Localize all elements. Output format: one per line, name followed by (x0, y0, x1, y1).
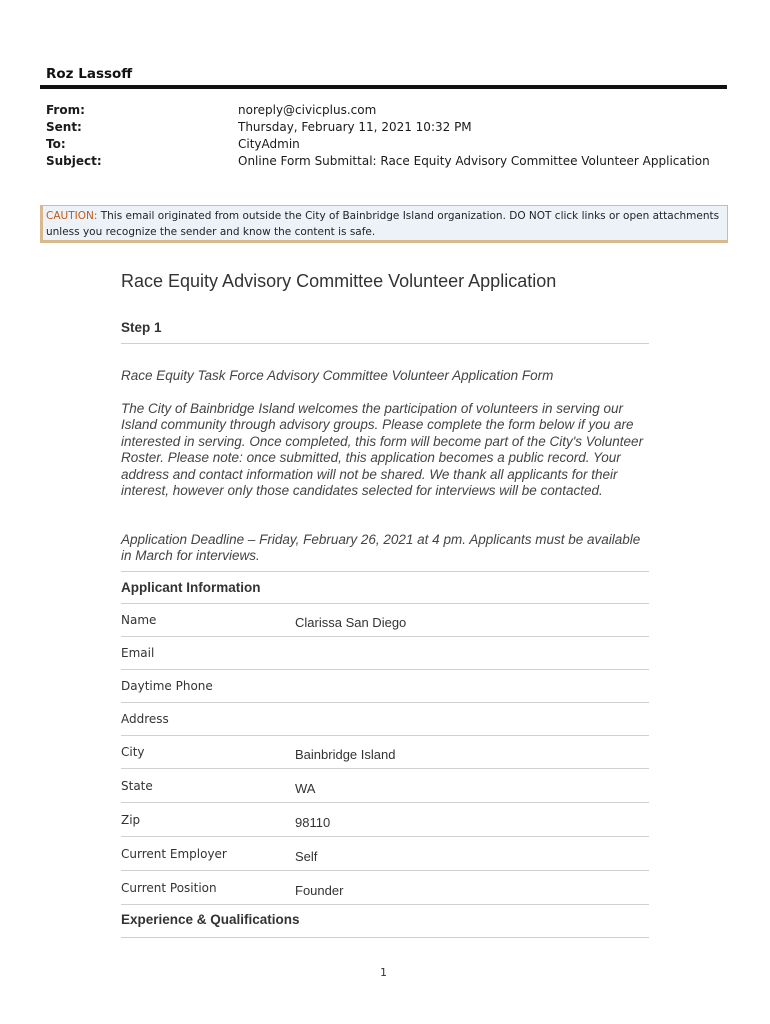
header-sent-label: Sent: (46, 120, 82, 134)
sender-name: Roz Lassoff (46, 66, 133, 82)
step-divider (121, 343, 649, 344)
header-subject (46, 153, 726, 170)
form-title: Race Equity Advisory Committee Volunteer Application (121, 271, 557, 291)
header-divider (40, 85, 727, 89)
field-daytime-phone (121, 670, 649, 703)
applicant-heading: Applicant Information (121, 580, 261, 595)
field-divider (121, 768, 649, 769)
field-label: Current Position (121, 881, 217, 895)
header-from-label: From: (46, 103, 85, 117)
field-name (121, 604, 649, 637)
form-deadline: Application Deadline – Friday, February 26, 2021 at 4 pm. Applicants must be available in March for interviews. (121, 532, 641, 564)
header-subject-value: Online Form Submittal: Race Equity Advisory Committee Volunteer Application (238, 154, 710, 168)
field-value: WA (295, 781, 316, 796)
form-intro: The City of Bainbridge Island welcomes the participation of volunteers in serving our Island community through advisory groups. Please complete the form below if you are interested in serving. Once completed, this form will become part of the City's Volunteer Roster. Please note: once submitted, this application becomes a public record. Your address and contact information will not be shared. We thank all applicants for their interest, however only those candidates selected for interviews will be contacted. (121, 401, 644, 499)
caution-banner (40, 205, 728, 243)
field-label: Email (121, 646, 155, 660)
applicant-divider-top (121, 571, 649, 572)
field-value: Self (295, 849, 318, 864)
field-label: Zip (121, 813, 141, 827)
field-current-position (121, 872, 649, 905)
field-divider (121, 870, 649, 871)
header-sent-value: Thursday, February 11, 2021 10:32 PM (238, 120, 472, 134)
experience-divider (121, 937, 649, 938)
field-current-employer (121, 838, 649, 871)
field-value: Clarissa San Diego (295, 615, 407, 630)
caution-label: CAUTION: (46, 210, 98, 222)
header-to-value: CityAdmin (238, 137, 300, 151)
header-sent (46, 119, 726, 136)
caution-text-1: This email originated from outside the City of Bainbridge Island organization. DO NOT click links or open attachments (97, 210, 720, 222)
header-to (46, 136, 726, 153)
header-from-value: noreply@civicplus.com (238, 103, 377, 117)
field-label: Daytime Phone (121, 679, 213, 693)
step-label: Step 1 (121, 320, 162, 335)
field-divider (121, 904, 649, 905)
field-label: Address (121, 712, 169, 726)
experience-heading: Experience & Qualifications (121, 912, 300, 927)
caution-line-1 (46, 208, 723, 224)
page-number: 1 (380, 966, 387, 979)
field-value: 98110 (295, 815, 331, 830)
form-subtitle: Race Equity Task Force Advisory Committee Volunteer Application Form (121, 368, 554, 383)
caution-text-2: unless you recognize the sender and know the content is safe. (46, 226, 376, 238)
field-label: State (121, 779, 153, 793)
header-to-label: To: (46, 137, 66, 151)
field-value: Bainbridge Island (295, 747, 396, 762)
field-zip (121, 804, 649, 837)
header-subject-label: Subject: (46, 154, 102, 168)
header-from (46, 102, 726, 119)
field-divider (121, 802, 649, 803)
field-address (121, 703, 649, 736)
field-state (121, 770, 649, 803)
field-label: Current Employer (121, 847, 227, 861)
field-city (121, 736, 649, 769)
field-label: Name (121, 613, 157, 627)
field-value: Founder (295, 883, 344, 898)
field-email (121, 637, 649, 670)
field-label: City (121, 745, 145, 759)
field-divider (121, 836, 649, 837)
